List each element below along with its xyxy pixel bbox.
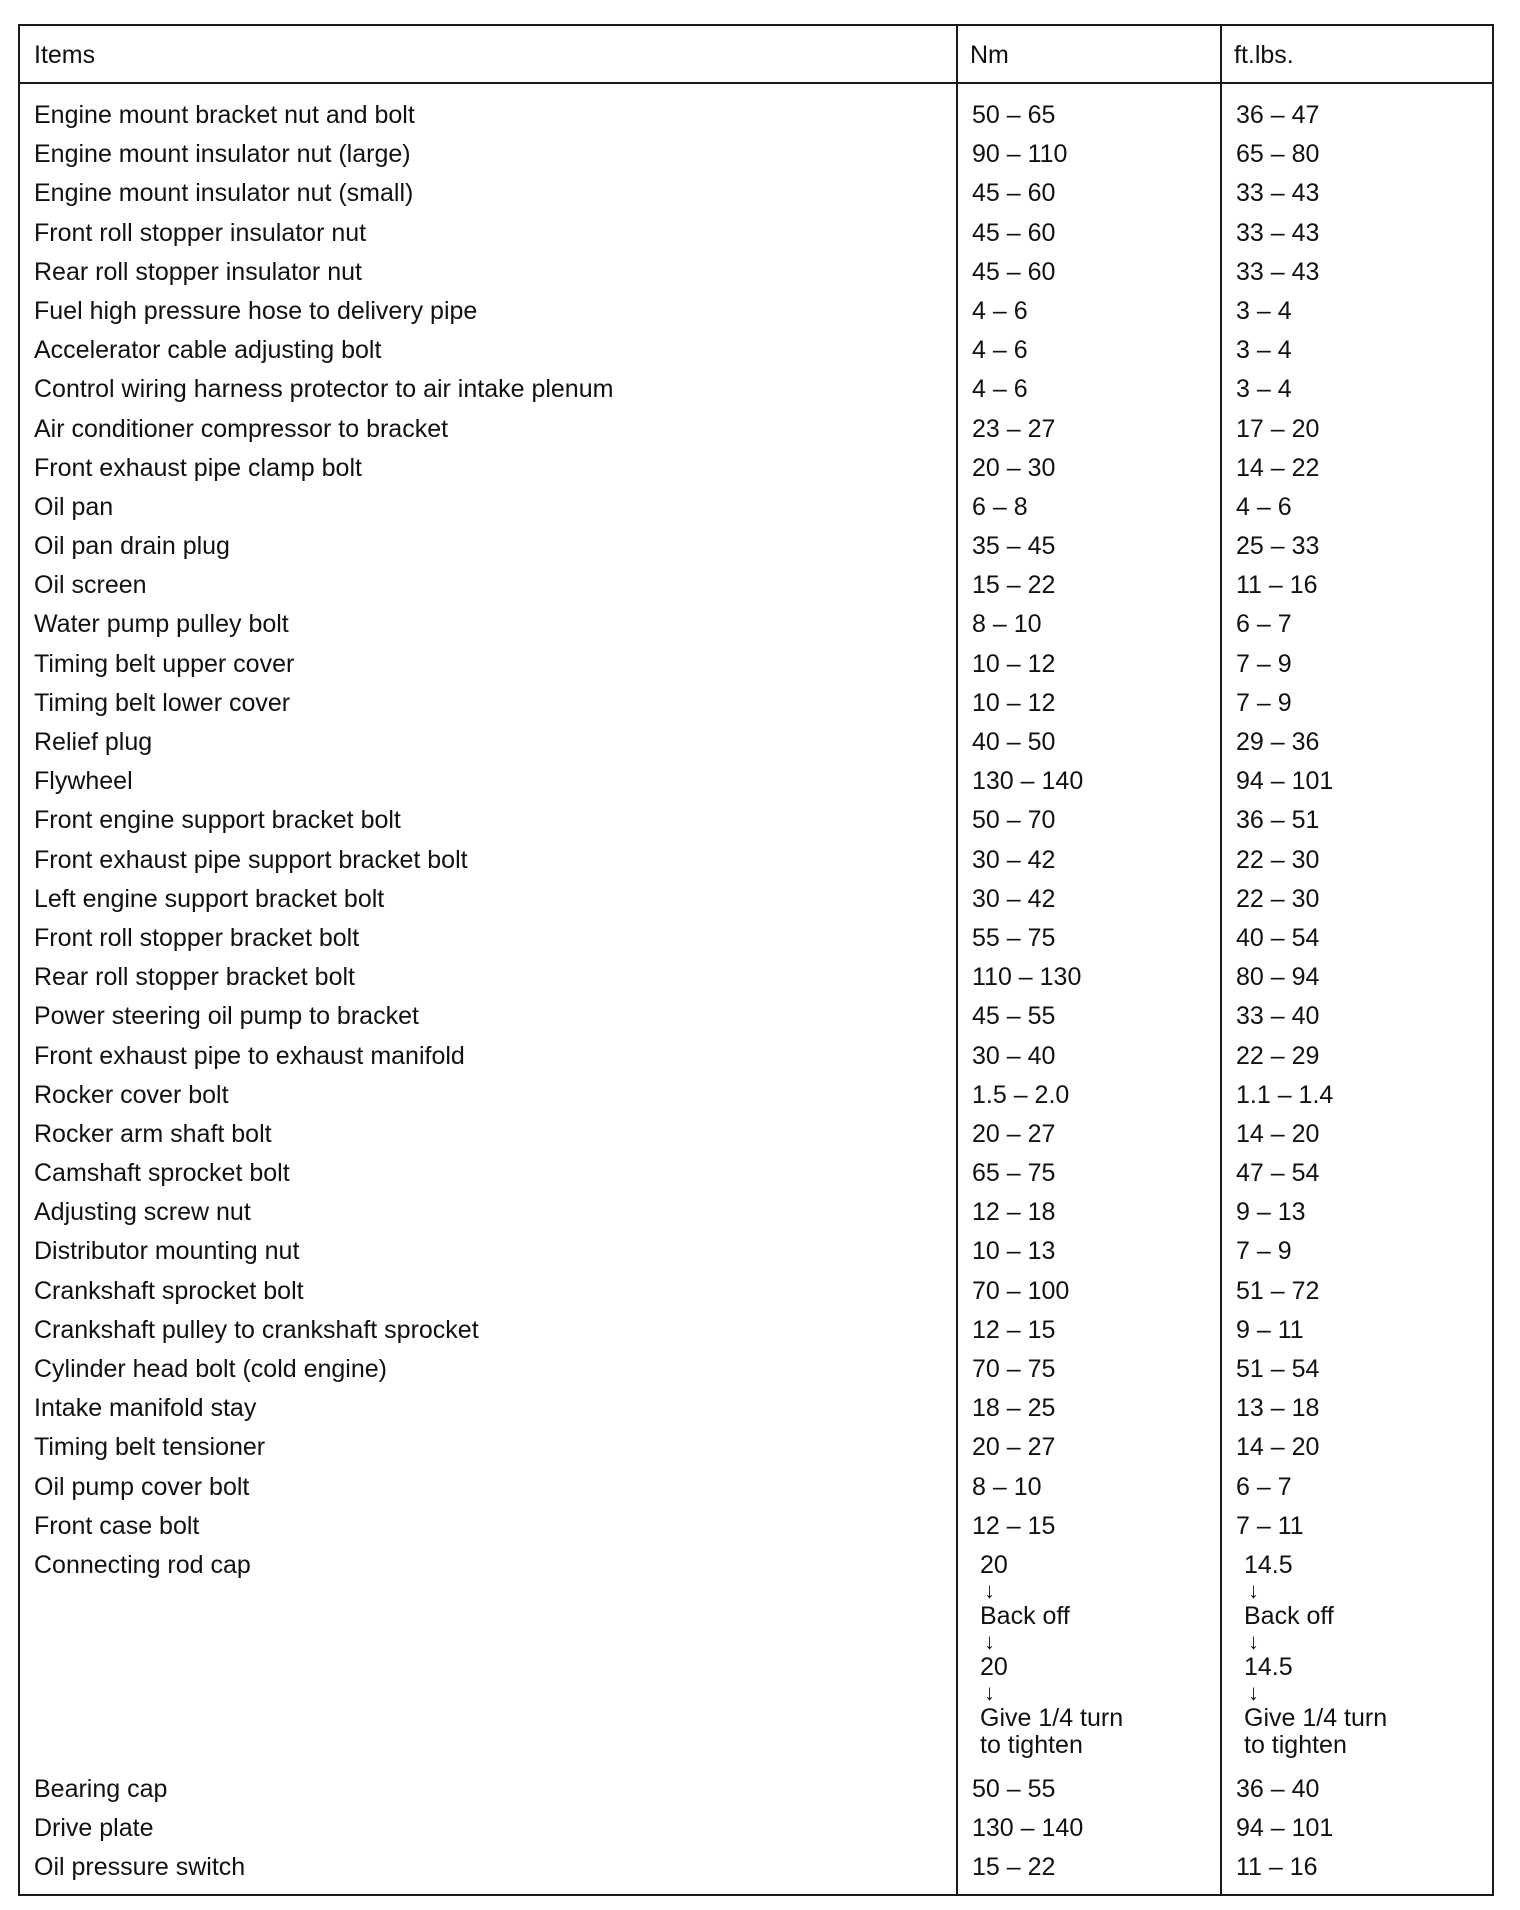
step-value: 14.5 bbox=[1244, 1550, 1293, 1579]
item-name: Engine mount insulator nut (small) bbox=[34, 179, 414, 208]
torque-nm: 12 – 18 bbox=[972, 1198, 1056, 1227]
item-name: Engine mount bracket nut and bolt bbox=[34, 101, 415, 129]
torque-nm: 15 – 22 bbox=[972, 1853, 1056, 1882]
torque-ftlbs: 22 – 30 bbox=[1236, 845, 1320, 874]
header-nm: Nm bbox=[970, 41, 1009, 69]
table-row bbox=[20, 527, 1492, 566]
torque-nm: 1.5 – 2.0 bbox=[972, 1080, 1070, 1109]
down-arrow-icon: ↓ bbox=[984, 1679, 995, 1705]
torque-ftlbs: 9 – 11 bbox=[1236, 1315, 1304, 1344]
torque-nm: 90 – 110 bbox=[972, 140, 1068, 169]
item-name: Control wiring harness protector to air intake plenum bbox=[34, 375, 614, 404]
table-row bbox=[20, 135, 1492, 174]
torque-nm: 20 – 27 bbox=[972, 1433, 1056, 1462]
item-name: Front exhaust pipe clamp bolt bbox=[34, 453, 362, 482]
table-row bbox=[20, 958, 1492, 997]
down-arrow-icon: ↓ bbox=[1248, 1628, 1259, 1654]
torque-ftlbs: 36 – 47 bbox=[1236, 101, 1320, 129]
torque-ftlbs: 4 – 6 bbox=[1236, 492, 1292, 521]
torque-nm: 12 – 15 bbox=[972, 1315, 1056, 1344]
torque-nm: 20 – 27 bbox=[972, 1119, 1056, 1148]
table-row bbox=[20, 1232, 1492, 1271]
item-name: Oil pressure switch bbox=[34, 1853, 246, 1882]
item-name: Distributor mounting nut bbox=[34, 1237, 300, 1266]
table-row bbox=[20, 1507, 1492, 1546]
torque-ftlbs: 22 – 30 bbox=[1236, 884, 1320, 913]
item-name: Flywheel bbox=[34, 767, 133, 796]
table-row bbox=[20, 1468, 1492, 1507]
table-row bbox=[20, 1546, 1492, 1770]
item-name: Fuel high pressure hose to delivery pipe bbox=[34, 296, 478, 325]
step-value: Back off bbox=[1244, 1601, 1334, 1630]
torque-nm: 45 – 60 bbox=[972, 218, 1056, 247]
table-row bbox=[20, 762, 1492, 801]
torque-nm: 45 – 60 bbox=[972, 257, 1056, 286]
torque-ftlbs: 36 – 40 bbox=[1236, 1774, 1320, 1803]
connecting-rod-nm-sequence bbox=[980, 1552, 1123, 1759]
torque-ftlbs: 13 – 18 bbox=[1236, 1394, 1320, 1423]
table-row bbox=[20, 1848, 1492, 1887]
item-name: Drive plate bbox=[34, 1814, 154, 1843]
torque-ftlbs: 7 – 11 bbox=[1236, 1511, 1304, 1540]
table-row bbox=[20, 919, 1492, 958]
torque-nm: 30 – 40 bbox=[972, 1041, 1056, 1070]
table-row bbox=[20, 1076, 1492, 1115]
torque-ftlbs: 6 – 7 bbox=[1236, 610, 1292, 639]
torque-nm: 18 – 25 bbox=[972, 1394, 1056, 1423]
torque-nm: 4 – 6 bbox=[972, 375, 1028, 404]
step-value: Give 1/4 turn bbox=[1244, 1703, 1388, 1732]
item-name: Rear roll stopper bracket bolt bbox=[34, 963, 355, 992]
item-name: Bearing cap bbox=[34, 1774, 168, 1803]
table-row bbox=[20, 1154, 1492, 1193]
item-name: Accelerator cable adjusting bolt bbox=[34, 336, 382, 365]
item-name: Oil screen bbox=[34, 571, 147, 600]
item-name: Timing belt lower cover bbox=[34, 688, 291, 717]
torque-nm: 30 – 42 bbox=[972, 884, 1056, 913]
item-name: Crankshaft sprocket bolt bbox=[34, 1276, 304, 1305]
table-row bbox=[20, 331, 1492, 370]
torque-nm: 10 – 12 bbox=[972, 688, 1056, 717]
torque-ftlbs: 94 – 101 bbox=[1236, 1814, 1334, 1843]
step-value: 20 bbox=[980, 1652, 1008, 1681]
item-name: Front engine support bracket bolt bbox=[34, 806, 401, 835]
table-row bbox=[20, 410, 1492, 449]
torque-nm: 20 – 30 bbox=[972, 453, 1056, 482]
torque-ftlbs: 7 – 9 bbox=[1236, 688, 1292, 717]
table-row bbox=[20, 566, 1492, 605]
item-name: Front case bolt bbox=[34, 1511, 200, 1540]
torque-nm: 10 – 12 bbox=[972, 649, 1056, 678]
item-name: Left engine support bracket bolt bbox=[34, 884, 385, 913]
item-name: Engine mount insulator nut (large) bbox=[34, 140, 411, 169]
table-row bbox=[20, 1428, 1492, 1467]
torque-ftlbs: 7 – 9 bbox=[1236, 1237, 1292, 1266]
table-row bbox=[20, 684, 1492, 723]
step-value: Back off bbox=[980, 1601, 1070, 1630]
table-row bbox=[20, 1311, 1492, 1350]
down-arrow-icon: ↓ bbox=[984, 1628, 995, 1654]
item-name: Cylinder head bolt (cold engine) bbox=[34, 1355, 387, 1383]
item-name: Connecting rod cap bbox=[34, 1550, 251, 1579]
item-name: Front roll stopper insulator nut bbox=[34, 218, 367, 247]
torque-nm: 65 – 75 bbox=[972, 1159, 1056, 1188]
table-row bbox=[20, 880, 1492, 919]
torque-nm: 6 – 8 bbox=[972, 492, 1028, 521]
down-arrow-icon: ↓ bbox=[1248, 1577, 1259, 1603]
down-arrow-icon: ↓ bbox=[984, 1577, 995, 1603]
torque-nm: 130 – 140 bbox=[972, 1814, 1084, 1843]
item-name: Air conditioner compressor to bracket bbox=[34, 414, 449, 443]
torque-nm: 40 – 50 bbox=[972, 728, 1056, 756]
table-row bbox=[20, 449, 1492, 488]
torque-nm: 12 – 15 bbox=[972, 1511, 1056, 1540]
item-name: Rocker cover bolt bbox=[34, 1080, 229, 1109]
torque-ftlbs: 65 – 80 bbox=[1236, 140, 1320, 169]
torque-specification-table bbox=[18, 24, 1494, 1896]
item-name: Relief plug bbox=[34, 728, 153, 756]
table-row bbox=[20, 253, 1492, 292]
table-row bbox=[20, 1809, 1492, 1848]
torque-nm: 45 – 60 bbox=[972, 179, 1056, 208]
step-value: Give 1/4 turn bbox=[980, 1703, 1124, 1732]
torque-ftlbs: 51 – 72 bbox=[1236, 1276, 1320, 1305]
torque-ftlbs: 17 – 20 bbox=[1236, 414, 1320, 443]
torque-ftlbs: 11 – 16 bbox=[1236, 1853, 1318, 1882]
torque-ftlbs: 33 – 43 bbox=[1236, 179, 1320, 208]
table-row bbox=[20, 645, 1492, 684]
item-name: Crankshaft pulley to crankshaft sprocket bbox=[34, 1315, 479, 1344]
step-value: 20 bbox=[980, 1550, 1008, 1579]
step-value: to tighten bbox=[980, 1730, 1083, 1759]
item-name: Water pump pulley bolt bbox=[34, 610, 289, 639]
item-name: Oil pan bbox=[34, 492, 114, 521]
torque-nm: 110 – 130 bbox=[972, 963, 1082, 992]
torque-nm: 30 – 42 bbox=[972, 845, 1056, 874]
torque-ftlbs: 51 – 54 bbox=[1236, 1355, 1320, 1383]
torque-ftlbs: 3 – 4 bbox=[1236, 336, 1292, 365]
torque-nm: 10 – 13 bbox=[972, 1237, 1056, 1266]
torque-ftlbs: 47 – 54 bbox=[1236, 1159, 1320, 1188]
table-row bbox=[20, 1037, 1492, 1076]
torque-ftlbs: 7 – 9 bbox=[1236, 649, 1292, 678]
item-name: Oil pan drain plug bbox=[34, 532, 230, 561]
item-name: Oil pump cover bolt bbox=[34, 1472, 250, 1501]
torque-ftlbs: 1.1 – 1.4 bbox=[1236, 1080, 1334, 1109]
table-row bbox=[20, 1193, 1492, 1232]
table-row bbox=[20, 841, 1492, 880]
torque-ftlbs: 3 – 4 bbox=[1236, 296, 1292, 325]
table-body bbox=[20, 96, 1492, 1888]
table-row bbox=[20, 488, 1492, 527]
torque-nm: 50 – 55 bbox=[972, 1774, 1056, 1803]
torque-nm: 4 – 6 bbox=[972, 336, 1028, 365]
table-row bbox=[20, 1350, 1492, 1389]
item-name: Front roll stopper bracket bolt bbox=[34, 923, 360, 952]
item-name: Camshaft sprocket bolt bbox=[34, 1159, 290, 1188]
torque-ftlbs: 25 – 33 bbox=[1236, 532, 1320, 561]
torque-ftlbs: 14 – 22 bbox=[1236, 453, 1320, 482]
torque-nm: 4 – 6 bbox=[972, 296, 1028, 325]
torque-ftlbs: 14 – 20 bbox=[1236, 1119, 1320, 1148]
table-row bbox=[20, 370, 1492, 409]
torque-nm: 35 – 45 bbox=[972, 532, 1056, 561]
torque-ftlbs: 33 – 43 bbox=[1236, 257, 1320, 286]
torque-ftlbs: 94 – 101 bbox=[1236, 767, 1334, 796]
table-row bbox=[20, 1272, 1492, 1311]
torque-nm: 15 – 22 bbox=[972, 571, 1056, 600]
item-name: Timing belt upper cover bbox=[34, 649, 295, 678]
torque-ftlbs: 29 – 36 bbox=[1236, 728, 1320, 756]
step-value: to tighten bbox=[1244, 1730, 1347, 1759]
connecting-rod-ftlbs-sequence bbox=[1244, 1552, 1387, 1759]
table-row bbox=[20, 1770, 1492, 1809]
torque-ftlbs: 6 – 7 bbox=[1236, 1472, 1292, 1501]
torque-ftlbs: 33 – 43 bbox=[1236, 218, 1320, 247]
table-row bbox=[20, 723, 1492, 762]
table-row bbox=[20, 174, 1492, 213]
table-row bbox=[20, 605, 1492, 644]
item-name: Front exhaust pipe to exhaust manifold bbox=[34, 1041, 465, 1070]
torque-ftlbs: 14 – 20 bbox=[1236, 1433, 1320, 1462]
torque-nm: 50 – 70 bbox=[972, 806, 1056, 835]
table-row bbox=[20, 96, 1492, 135]
torque-ftlbs: 9 – 13 bbox=[1236, 1198, 1306, 1227]
torque-nm: 23 – 27 bbox=[972, 414, 1056, 443]
torque-nm: 8 – 10 bbox=[972, 1472, 1042, 1501]
table-row bbox=[20, 997, 1492, 1036]
table-row bbox=[20, 1389, 1492, 1428]
item-name: Intake manifold stay bbox=[34, 1394, 257, 1423]
table-row bbox=[20, 214, 1492, 253]
header-items: Items bbox=[34, 41, 96, 69]
torque-ftlbs: 36 – 51 bbox=[1236, 806, 1320, 835]
item-name: Power steering oil pump to bracket bbox=[34, 1002, 419, 1031]
item-name: Front exhaust pipe support bracket bolt bbox=[34, 845, 468, 874]
header-divider bbox=[20, 82, 1492, 84]
torque-ftlbs: 33 – 40 bbox=[1236, 1002, 1320, 1031]
torque-nm: 55 – 75 bbox=[972, 923, 1056, 952]
item-name: Adjusting screw nut bbox=[34, 1198, 251, 1227]
item-name: Rocker arm shaft bolt bbox=[34, 1119, 272, 1148]
step-value: 14.5 bbox=[1244, 1652, 1293, 1681]
down-arrow-icon: ↓ bbox=[1248, 1679, 1259, 1705]
torque-ftlbs: 22 – 29 bbox=[1236, 1041, 1320, 1070]
torque-ftlbs: 11 – 16 bbox=[1236, 571, 1318, 600]
item-name: Timing belt tensioner bbox=[34, 1433, 266, 1462]
torque-nm: 50 – 65 bbox=[972, 101, 1056, 129]
torque-nm: 45 – 55 bbox=[972, 1002, 1056, 1031]
table-row bbox=[20, 801, 1492, 840]
header-ftlbs: ft.lbs. bbox=[1234, 41, 1294, 69]
torque-ftlbs: 80 – 94 bbox=[1236, 963, 1320, 992]
table-row bbox=[20, 1115, 1492, 1154]
torque-nm: 130 – 140 bbox=[972, 767, 1084, 796]
torque-nm: 8 – 10 bbox=[972, 610, 1042, 639]
table-row bbox=[20, 292, 1492, 331]
torque-nm: 70 – 100 bbox=[972, 1276, 1070, 1305]
torque-ftlbs: 3 – 4 bbox=[1236, 375, 1292, 404]
item-name: Rear roll stopper insulator nut bbox=[34, 257, 362, 286]
torque-ftlbs: 40 – 54 bbox=[1236, 923, 1320, 952]
torque-nm: 70 – 75 bbox=[972, 1355, 1056, 1383]
